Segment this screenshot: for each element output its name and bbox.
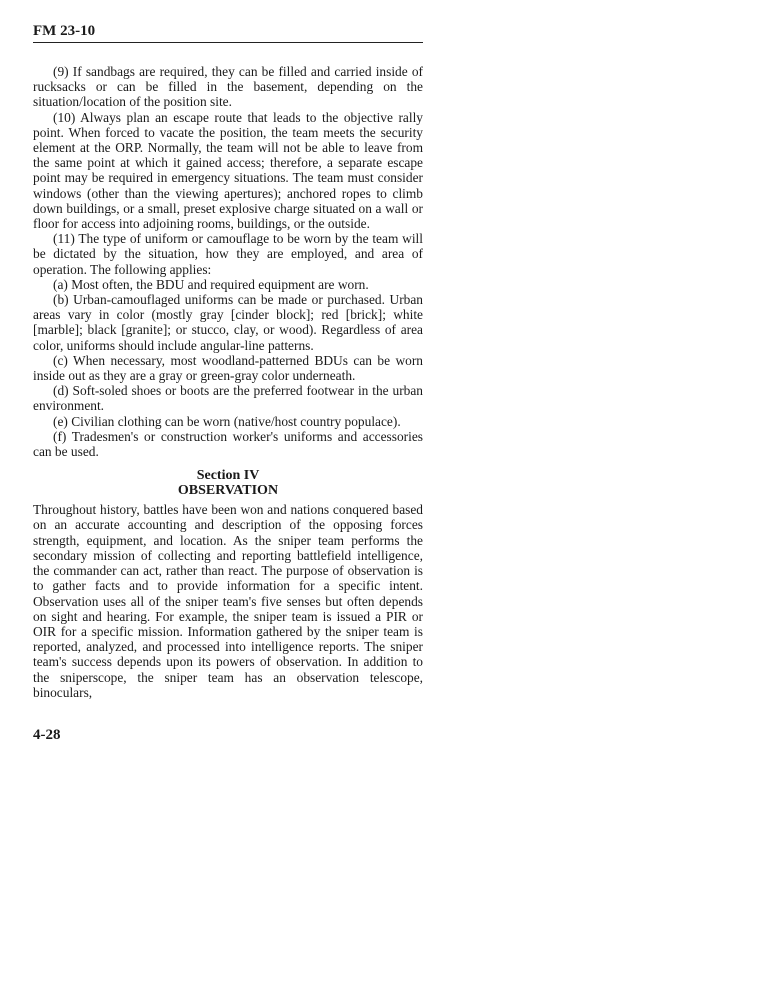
- running-header: [33, 22, 423, 43]
- page-number: 4-28: [33, 727, 61, 743]
- paragraph-observation: Throughout history, battles have been won and nations conquered based on an accurate accounting and description of the opposing forces strength, equipment, and location. As the sniper team performs the secondary mission of collecting and reporting battlefield intelligence, the commander can act, rather than react. The purpose of observation is to gather facts and to provide information for a specific intent. Observation uses all of the sniper team's five senses but often depends on sight and hearing. For example, the sniper team is issued a PIR or OIR for a specific mission. Information gathered by the sniper team is reported, analyzed, and processed into intelligence reports. The sniper team's success depends upon its powers of observation. In addition to the sniperscope, the sniper team has an observation telescope, binoculars,: [33, 502, 423, 700]
- section-heading: [33, 468, 423, 498]
- section-title: OBSERVATION: [177, 483, 279, 499]
- paragraph-uniform: (11) The type of uniform or camouflage to be worn by the team will be dictated by the situation, how they are employed, and area of operation. The following applies:: [33, 231, 423, 277]
- list-item-civilian-clothing: (e) Civilian clothing can be worn (native/host country populace).: [53, 413, 401, 429]
- list-item-tradesmen-uniforms: (f) Tradesmen's or construction worker's uniforms and accessories can be used.: [33, 428, 423, 460]
- list-item-urban-camouflage: (b) Urban-camouflaged uniforms can be made or purchased. Urban areas vary in color (mostly gray [cinder block]; red [brick]; white [marble]; black [granite]; or stucco, clay, or wood). Regardless of area color, uniforms should include angular-line patterns.: [33, 292, 423, 353]
- section-number: Section IV: [196, 468, 260, 484]
- list-item-bdu: (a) Most often, the BDU and required equipment are worn.: [53, 276, 369, 292]
- paragraph-escape-route: (10) Always plan an escape route that leads to the objective rally point. When forced to vacate the position, the team meets the security element at the ORP. Normally, the team will not be able to leave from the same point at which it gained access; therefore, a separate escape point may be required in emergency situations. The team must consider windows (other than the viewing apertures); anchored ropes to climb down buildings, or a small, preset explosive charge situated on a wall or floor for access into adjoining rooms, buildings, or the outside.: [33, 109, 423, 232]
- page-body: [33, 64, 423, 700]
- manual-title: FM 23-10: [33, 23, 96, 39]
- paragraph-sandbags: (9) If sandbags are required, they can be filled and carried inside of rucksacks or can be filled in the basement, depending on the situation/location of the position site.: [33, 64, 423, 110]
- list-item-footwear: (d) Soft-soled shoes or boots are the preferred footwear in the urban environment.: [33, 383, 423, 414]
- list-item-inside-out: (c) When necessary, most woodland-patterned BDUs can be worn inside out as they are a gray or green-gray color underneath.: [33, 352, 423, 384]
